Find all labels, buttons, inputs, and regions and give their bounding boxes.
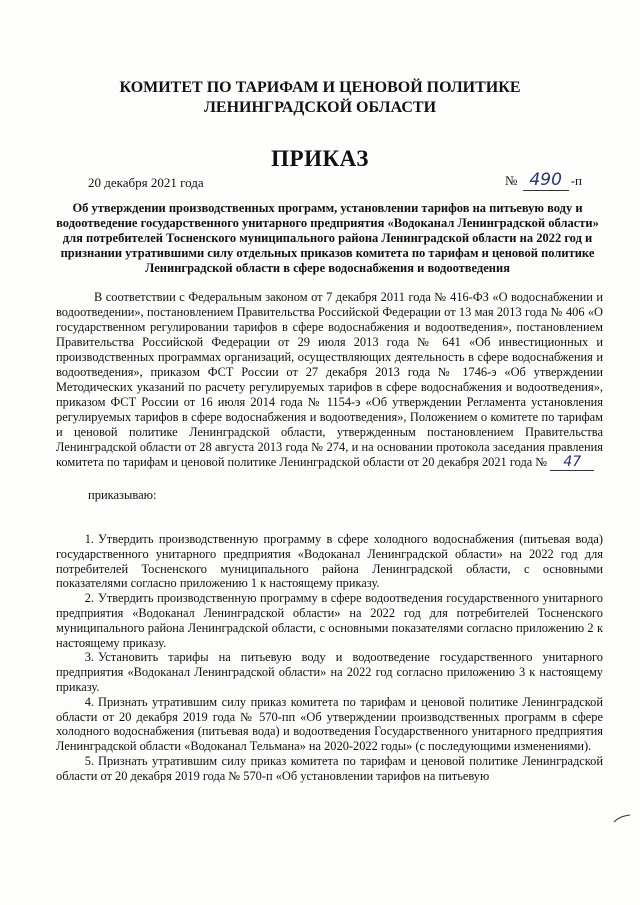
document-subject: Об утверждении производственных программ, установлении тарифов на питьевую воду и водоотведение государственного унитарного предприятия «Водоканал Ленинградской области» для потребителей Тосненского муниципального района Ленинградской области на 2022 год и признании утратившими силу отдельных приказов комитета по тарифам и ценовой политике Ленинградской области в сфере водоснабжения и водоотведения <box>56 201 599 275</box>
order-item <box>56 754 603 784</box>
document-date: 20 декабря 2021 года <box>88 175 204 190</box>
item-number: 1. <box>84 532 94 546</box>
number-prefix: № <box>505 173 518 188</box>
item-text: Признать утратившим силу приказ комитета по тарифам и ценовой политике Ленинградской области от 20 декабря 2019 года № 570-п «Об установлении тарифов на питьевую <box>56 753 603 783</box>
order-items <box>56 532 603 784</box>
preamble-paragraph <box>56 290 603 471</box>
order-item <box>56 650 603 694</box>
order-word: приказываю: <box>88 488 157 502</box>
item-number: 3. <box>84 650 94 665</box>
item-number: 4. <box>84 694 94 709</box>
item-number: 2. <box>84 591 94 606</box>
document-title: ПРИКАЗ <box>271 146 369 171</box>
organization-line-1: КОМИТЕТ ПО ТАРИФАМ И ЦЕНОВОЙ ПОЛИТИКЕ <box>119 79 521 96</box>
order-item <box>56 591 603 650</box>
item-text: Утвердить производственную программу в сфере холодного водоснабжения (питьевая вода) государственного унитарного предприятия «Водоканал Ленинградской области» на 2022 год для потребителей Тосненского муниципального района Ленинградской области, с основными показателями согласно приложению 1 к настоящему приказу. <box>56 532 603 591</box>
pen-mark-icon <box>612 812 632 826</box>
order-item <box>56 532 603 591</box>
number-suffix: -п <box>570 173 582 188</box>
order-item <box>56 695 603 754</box>
handwritten-protocol-number: 47 <box>550 455 594 471</box>
organization-line-2: ЛЕНИНГРАДСКОЙ ОБЛАСТИ <box>203 99 437 116</box>
preamble-text: В соответствии с Федеральным законом от 7 декабря 2011 года № 416-ФЗ «О водоснабжении и водоотведении», постановлением Правительства Российской Федерации от 13 мая 2013 года № 406 «О государственном регулировании тарифов в сфере водоснабжения и водоотведения», постановлением Правительства Российской Федерации от 29 июля 2013 года № 641 «Об инвестиционных и производственных программах организаций, осуществляющих деятельность в сфере водоснабжения и водоотведения», приказом ФСТ России от 27 декабря 2013 года № 1746-э «Об утверждении Методических указаний по расчету регулируемых тарифов в сфере водоснабжения и водоотведения», приказом ФСТ России от 16 июля 2014 года № 1154-э «Об утверждении Регламента установления регулируемых тарифов в сфере водоснабжения и водоотведения», Положением о комитете по тарифам и ценовой политике Ленинградской области, утвержденным постановлением Правительства Ленинградской области от 28 августа 2013 года № 274, и на основании протокола заседания правления комитета по тарифам и ценовой политике Ленинградской области от 20 декабря 2021 года № <box>56 290 603 469</box>
item-text: Утвердить производственную программу в сфере водоотведения государственного унитарного предприятия «Водоканал Ленинградской области» на 2022 год для потребителей Тосненского муниципального района Ленинградской области, с основными показателями согласно приложению 2 к настоящему приказу. <box>56 591 603 650</box>
item-text: Установить тарифы на питьевую воду и водоотведение государственного унитарного предприятия «Водоканал Ленинградской области» на 2022 год согласно приложению 3 к настоящему приказу. <box>56 650 603 694</box>
organization-name <box>40 78 600 118</box>
document-number <box>505 170 582 191</box>
item-text: Признать утратившим силу приказ комитета по тарифам и ценовой политике Ленинградской области от 20 декабря 2019 года № 570-пп «Об утверждении производственных программ в сфере холодного водоснабжения (питьевая вода) и водоотведения Государственного унитарного предприятия Ленинградской области «Водоканал Тельмана» на 2020-2022 годы» (с последующими изменениями). <box>56 694 603 754</box>
handwritten-number: 490 <box>523 170 569 191</box>
item-number: 5. <box>84 753 94 768</box>
